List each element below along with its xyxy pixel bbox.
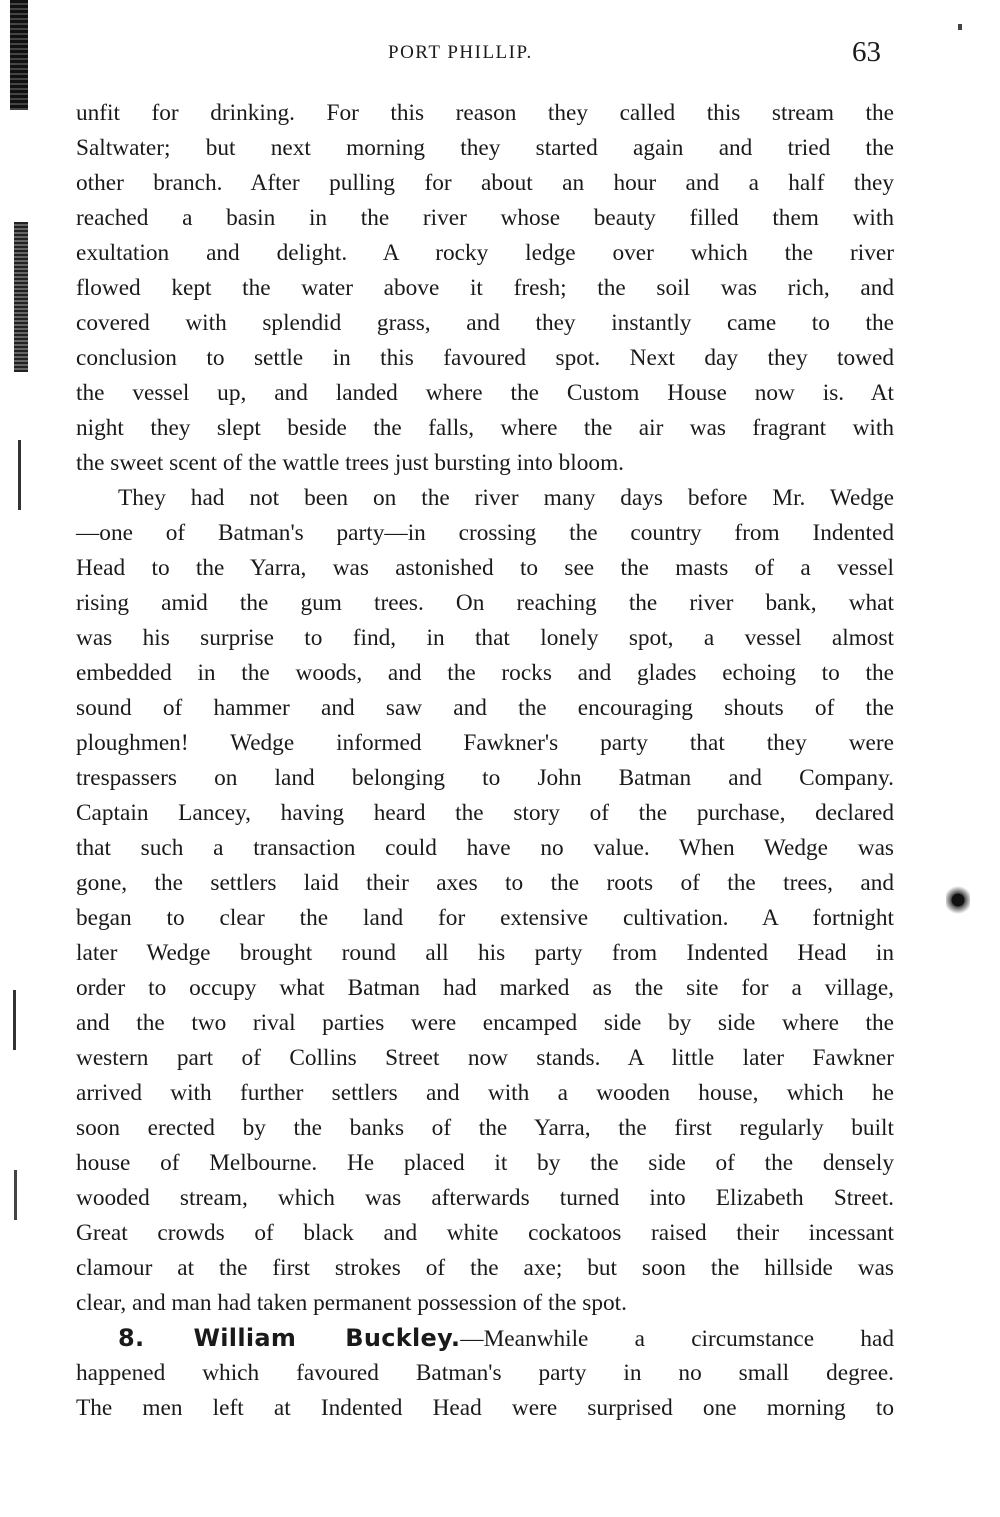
text-line: Captain Lancey, having heard the story of the purchase, declared	[76, 800, 894, 826]
scan-speck	[958, 24, 962, 30]
paragraph-2	[76, 481, 894, 1321]
text-line: Saltwater; but next morning they started again and tried the	[76, 135, 894, 161]
running-head	[0, 36, 1000, 76]
text-line: that such a transaction could have no value. When Wedge was	[76, 835, 894, 861]
running-title: PORT PHILLIP.	[388, 42, 533, 63]
text-line: gone, the settlers laid their axes to the roots of the trees, and	[76, 870, 894, 896]
scan-speck	[14, 1170, 17, 1220]
text-line: western part of Collins Street now stands. A little later Fawkner	[76, 1045, 894, 1071]
text-line: order to occupy what Batman had marked as the site for a village,	[76, 975, 894, 1001]
paragraph-1	[76, 96, 894, 481]
text-line: the vessel up, and landed where the Custom House now is. At	[76, 380, 894, 406]
text-line: unfit for drinking. For this reason they called this stream the	[76, 100, 894, 126]
text-line: the sweet scent of the wattle trees just bursting into bloom.	[76, 450, 625, 476]
text-line: house of Melbourne. He placed it by the side of the densely	[76, 1150, 894, 1176]
text-line: They had not been on the river many days before Mr. Wedge	[118, 485, 894, 511]
text-line: flowed kept the water above it fresh; the soil was rich, and	[76, 275, 894, 301]
text-line: ploughmen! Wedge informed Fawkner's party that they were	[76, 730, 894, 756]
text-line: trespassers on land belonging to John Batman and Company.	[76, 765, 894, 791]
text-run: —Meanwhile a circumstance had	[460, 1326, 894, 1352]
scan-speck	[13, 990, 16, 1050]
body-text	[76, 96, 894, 1426]
text-line: rising amid the gum trees. On reaching the river bank, what	[76, 590, 894, 616]
text-line: night they slept beside the falls, where the air was fragrant with	[76, 415, 894, 441]
text-line: sound of hammer and saw and the encouraging shouts of the	[76, 695, 894, 721]
text-line: Great crowds of black and white cockatoos raised their incessant	[76, 1220, 894, 1246]
text-line: covered with splendid grass, and they instantly came to the	[76, 310, 894, 336]
text-line: clear, and man had taken permanent possession of the spot.	[76, 1290, 627, 1316]
text-line: wooded stream, which was afterwards turned into Elizabeth Street.	[76, 1185, 894, 1211]
text-line: and the two rival parties were encamped side by side where the	[76, 1010, 894, 1036]
text-line: The men left at Indented Head were surprised one morning to	[76, 1395, 894, 1421]
text-line	[76, 1321, 894, 1356]
text-line: began to clear the land for extensive cultivation. A fortnight	[76, 905, 894, 931]
ink-blot	[946, 880, 970, 920]
text-line: happened which favoured Batman's party in no small degree.	[76, 1360, 894, 1386]
text-line: clamour at the first strokes of the axe; but soon the hillside was	[76, 1255, 894, 1281]
text-line: Head to the Yarra, was astonished to see the masts of a vessel	[76, 555, 894, 581]
text-line: was his surprise to find, in that lonely spot, a vessel almost	[76, 625, 894, 651]
section-heading: 8. William Buckley.	[118, 1324, 461, 1352]
text-line: —one of Batman's party—in crossing the country from Indented	[76, 520, 894, 546]
text-line: soon erected by the banks of the Yarra, the first regularly built	[76, 1115, 894, 1141]
scan-speck	[18, 440, 21, 510]
text-line: later Wedge brought round all his party from Indented Head in	[76, 940, 894, 966]
paragraph-3	[76, 1321, 894, 1426]
page-number: 63	[852, 36, 881, 68]
text-line: exultation and delight. A rocky ledge over which the river	[76, 240, 894, 266]
text-line: reached a basin in the river whose beauty filled them with	[76, 205, 894, 231]
text-line: embedded in the woods, and the rocks and glades echoing to the	[76, 660, 894, 686]
binding-shadow	[14, 222, 28, 372]
text-line: other branch. After pulling for about an hour and a half they	[76, 170, 894, 196]
text-line: conclusion to settle in this favoured spot. Next day they towed	[76, 345, 894, 371]
text-line: arrived with further settlers and with a wooden house, which he	[76, 1080, 894, 1106]
